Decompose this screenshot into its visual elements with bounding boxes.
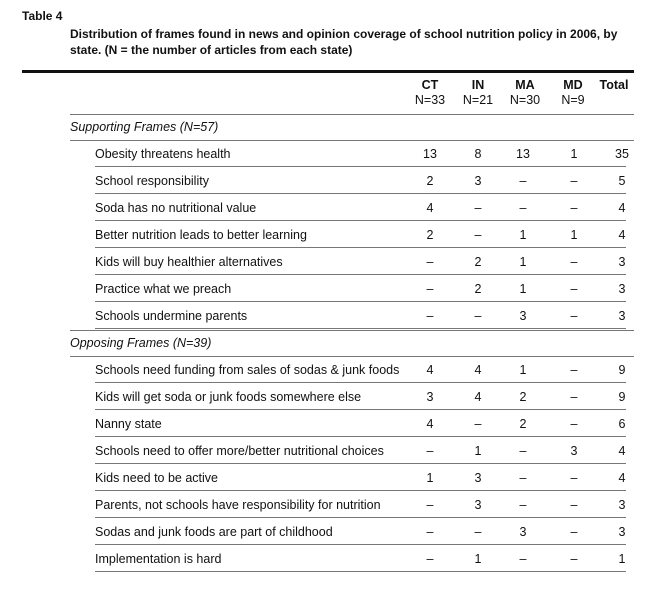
column-abbr: CT: [421, 78, 439, 92]
section-rule: [70, 330, 634, 331]
column-header-ct: [407, 78, 453, 108]
table-cell: –: [570, 174, 578, 188]
table-row: [95, 303, 635, 329]
table-caption: Distribution of frames found in news and opinion coverage of school nutrition policy in 2006, by state. (N = the number of articles from each state): [70, 27, 618, 57]
table-cell: –: [519, 174, 527, 188]
row-label: Parents, not schools have responsibility for nutrition: [95, 498, 381, 512]
table-row: [95, 141, 635, 167]
table-cell: 1: [618, 552, 626, 566]
row-label: Implementation is hard: [95, 552, 222, 566]
table-cell: 4: [426, 417, 434, 431]
table-cell: 3: [618, 282, 626, 296]
row-label: Schools need funding from sales of sodas & junk foods: [95, 363, 400, 377]
table-cell: 9: [618, 390, 626, 404]
row-rule: [95, 544, 626, 545]
table-row: [95, 357, 635, 383]
table-cell: 4: [474, 363, 482, 377]
row-label: Schools undermine parents: [95, 309, 248, 323]
row-rule: [95, 382, 626, 383]
table-cell: 1: [519, 282, 527, 296]
table-cell: –: [426, 552, 434, 566]
table-cell: –: [474, 201, 482, 215]
table-cell: –: [426, 525, 434, 539]
table-cell: –: [570, 498, 578, 512]
table-cell: 13: [516, 147, 530, 161]
table-cell: 4: [426, 201, 434, 215]
table-cell: 4: [474, 390, 482, 404]
table-cell: –: [474, 228, 482, 242]
table-cell: –: [426, 255, 434, 269]
table-cell: –: [519, 471, 527, 485]
row-rule: [95, 517, 626, 518]
table-row: [95, 465, 635, 491]
table-cell: 3: [474, 174, 482, 188]
row-rule: [95, 166, 626, 167]
table-cell: 4: [426, 363, 434, 377]
table-cell: 1: [519, 363, 527, 377]
table-cell: 2: [426, 174, 434, 188]
row-label: Kids will buy healthier alternatives: [95, 255, 283, 269]
table-cell: –: [426, 498, 434, 512]
row-rule: [95, 274, 626, 275]
column-header-md: [553, 78, 593, 108]
column-n: N=30: [509, 93, 541, 107]
table-cell: 4: [618, 228, 626, 242]
table-cell: –: [519, 552, 527, 566]
table-row: [95, 438, 635, 464]
table-cell: 2: [474, 282, 482, 296]
row-rule: [95, 247, 626, 248]
table-row: [95, 276, 635, 302]
table-cell: 1: [519, 255, 527, 269]
table-cell: –: [570, 309, 578, 323]
table-cell: –: [426, 444, 434, 458]
table-cell: 1: [570, 228, 578, 242]
table-cell: 1: [570, 147, 578, 161]
table-cell: 6: [618, 417, 626, 431]
table-cell: 1: [426, 471, 434, 485]
table-label: Table 4: [22, 9, 63, 23]
table-cell: 3: [426, 390, 434, 404]
section-rule: [70, 114, 634, 115]
row-rule: [95, 436, 626, 437]
row-rule: [95, 220, 626, 221]
table-cell: –: [570, 417, 578, 431]
row-rule: [95, 409, 626, 410]
column-abbr: Total: [599, 78, 629, 92]
table-cell: 1: [474, 552, 482, 566]
table-cell: 4: [618, 471, 626, 485]
column-abbr: MD: [563, 78, 583, 92]
table-cell: –: [519, 444, 527, 458]
row-rule: [95, 490, 626, 491]
table-cell: –: [570, 525, 578, 539]
row-label: Soda has no nutritional value: [95, 201, 257, 215]
table-cell: –: [519, 498, 527, 512]
table-cell: 2: [474, 255, 482, 269]
table-cell: –: [570, 201, 578, 215]
column-n: N=33: [414, 93, 446, 107]
table-cell: 3: [519, 525, 527, 539]
table-cell: –: [474, 309, 482, 323]
table-cell: –: [426, 309, 434, 323]
table-row: [95, 519, 635, 545]
table-cell: –: [426, 282, 434, 296]
column-abbr: IN: [471, 78, 485, 92]
section-title-supporting: Supporting Frames (N=57): [70, 120, 219, 134]
row-label: Schools need to offer more/better nutritional choices: [95, 444, 384, 458]
table-cell: 1: [474, 444, 482, 458]
table-cell: –: [474, 417, 482, 431]
table-row: [95, 168, 635, 194]
table-cell: –: [570, 282, 578, 296]
table-cell: –: [474, 525, 482, 539]
column-header-total: [594, 78, 634, 93]
table-cell: 35: [615, 147, 629, 161]
column-header-in: [455, 78, 501, 108]
column-abbr: MA: [515, 78, 535, 92]
row-label: Kids need to be active: [95, 471, 218, 485]
table-cell: 3: [618, 525, 626, 539]
column-header-ma: [502, 78, 548, 108]
table-row: [95, 222, 635, 248]
table-cell: –: [570, 255, 578, 269]
table-cell: –: [570, 471, 578, 485]
table-row: [95, 546, 635, 572]
table-cell: 3: [618, 255, 626, 269]
table-cell: 13: [423, 147, 437, 161]
row-rule: [95, 328, 626, 329]
row-label: School responsibility: [95, 174, 209, 188]
table-cell: 4: [618, 201, 626, 215]
table-cell: 9: [618, 363, 626, 377]
table-cell: 3: [474, 471, 482, 485]
table-cell: 8: [474, 147, 482, 161]
table-row: [95, 492, 635, 518]
table-cell: –: [570, 363, 578, 377]
table-cell: 2: [426, 228, 434, 242]
table-cell: –: [570, 390, 578, 404]
table-row: [95, 249, 635, 275]
table-cell: 3: [474, 498, 482, 512]
table-cell: 5: [618, 174, 626, 188]
table-row: [95, 384, 635, 410]
table-cell: 2: [519, 417, 527, 431]
table-cell: 3: [618, 498, 626, 512]
row-label: Kids will get soda or junk foods somewhere else: [95, 390, 362, 404]
row-rule: [95, 463, 626, 464]
table-row: [95, 195, 635, 221]
table-cell: –: [519, 201, 527, 215]
row-rule: [95, 193, 626, 194]
section-title-opposing: Opposing Frames (N=39): [70, 336, 212, 350]
table-cell: 4: [618, 444, 626, 458]
table-cell: 1: [519, 228, 527, 242]
row-label: Nanny state: [95, 417, 162, 431]
table-cell: 3: [519, 309, 527, 323]
row-label: Better nutrition leads to better learning: [95, 228, 307, 242]
column-n: N=9: [561, 93, 585, 107]
row-rule: [95, 301, 626, 302]
row-label: Practice what we preach: [95, 282, 232, 296]
table-cell: 3: [570, 444, 578, 458]
row-label: Sodas and junk foods are part of childhood: [95, 525, 333, 539]
row-rule: [95, 571, 626, 572]
table-cell: –: [570, 552, 578, 566]
row-label: Obesity threatens health: [95, 147, 231, 161]
table-row: [95, 411, 635, 437]
header-rule: [22, 70, 634, 73]
column-n: N=21: [462, 93, 494, 107]
table-cell: 3: [618, 309, 626, 323]
table-cell: 2: [519, 390, 527, 404]
